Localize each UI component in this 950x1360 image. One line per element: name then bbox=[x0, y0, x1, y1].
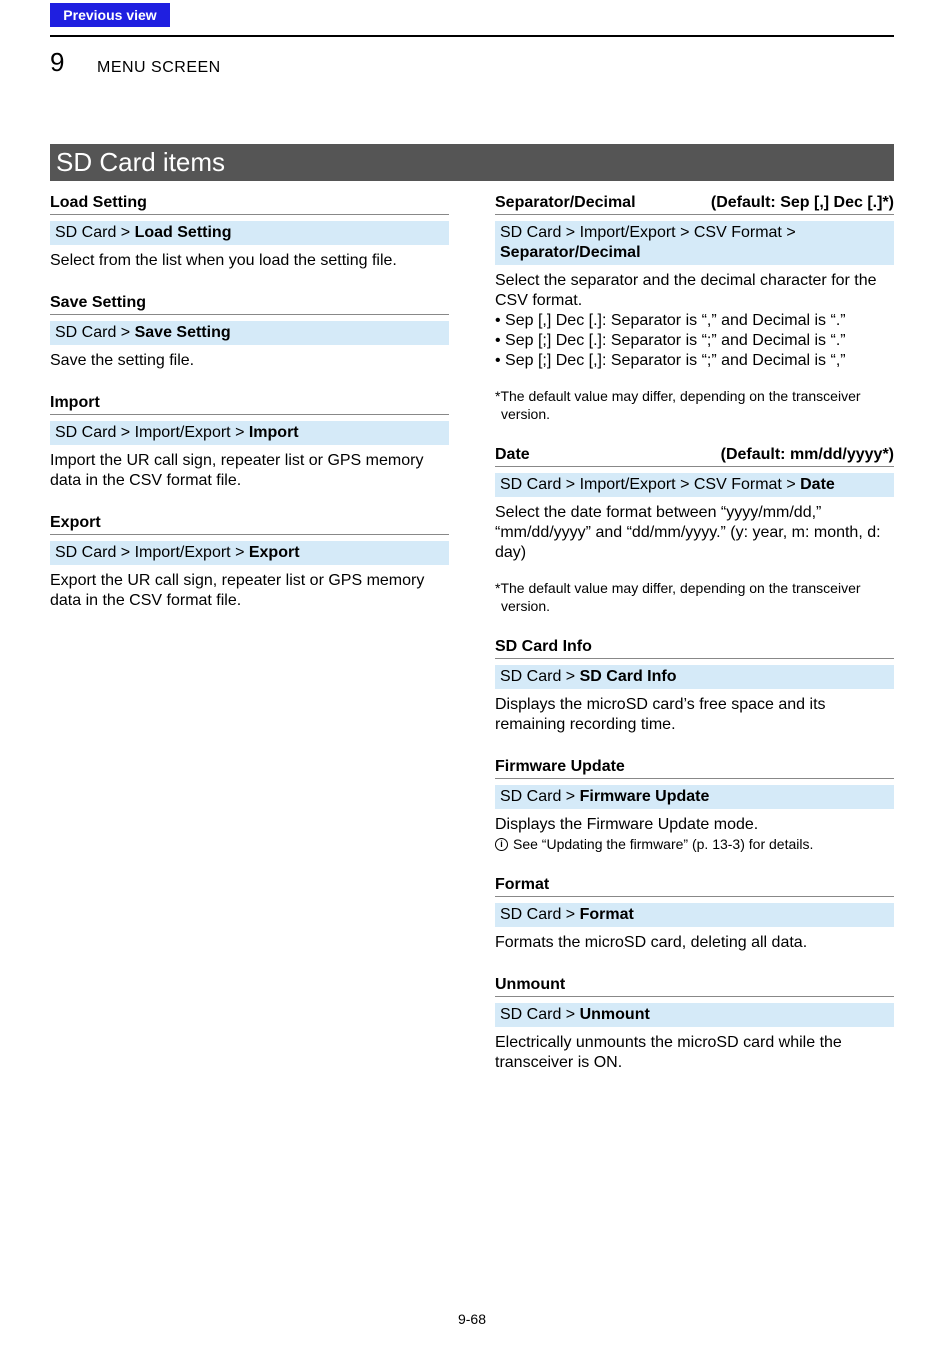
section-title: SD Card items bbox=[50, 144, 894, 181]
item-title: Export bbox=[50, 513, 449, 535]
header-rule bbox=[50, 35, 894, 37]
menu-path: SD Card > Save Setting bbox=[50, 321, 449, 345]
right-column bbox=[495, 193, 894, 1095]
page-number: 9-68 bbox=[457, 1311, 487, 1327]
item-description: Import the UR call sign, repeater list or GPS memory data in the CSV format file. bbox=[50, 452, 424, 489]
item-description: Displays the Firmware Update mode. bbox=[495, 816, 759, 833]
default-value: (Default: mm/dd/yyyy*) bbox=[720, 446, 894, 463]
bullet-item: • Sep [;] Dec [,]: Separator is “;” and Decimal is “,” bbox=[495, 352, 846, 369]
menu-path: SD Card > Import/Export > Export bbox=[50, 541, 449, 565]
tip-note: i See “Updating the firmware” (p. 13-3) for details. bbox=[495, 835, 894, 853]
item-date bbox=[495, 445, 894, 615]
item-description: Displays the microSD card’s free space and its remaining recording time. bbox=[495, 696, 826, 733]
chapter-title: MENU SCREEN bbox=[97, 59, 221, 76]
item-export bbox=[50, 513, 449, 611]
bullet-item: • Sep [;] Dec [.]: Separator is “;” and Decimal is “.” bbox=[495, 332, 846, 349]
item-sd-card-info bbox=[495, 637, 894, 735]
item-description: Select the date format between “yyyy/mm/dd,” “mm/dd/yyyy” and “dd/mm/yyyy.” (y: year, m: month, d: day) bbox=[495, 504, 881, 561]
item-title: Date (Default: mm/dd/yyyy*) bbox=[495, 445, 894, 467]
menu-path: SD Card > SD Card Info bbox=[495, 665, 894, 689]
item-import bbox=[50, 393, 449, 491]
item-unmount bbox=[495, 975, 894, 1073]
menu-path: SD Card > Firmware Update bbox=[495, 785, 894, 809]
left-column bbox=[50, 193, 449, 633]
default-value: (Default: Sep [,] Dec [.]*) bbox=[710, 194, 894, 211]
footnote: *The default value may differ, depending on the transceiver version. bbox=[495, 580, 861, 614]
item-separator-decimal bbox=[495, 193, 894, 423]
item-title: Firmware Update bbox=[495, 757, 894, 779]
item-title: Separator/Decimal (Default: Sep [,] Dec [.]*) bbox=[495, 193, 894, 215]
item-description: Electrically unmounts the microSD card while the transceiver is ON. bbox=[495, 1034, 842, 1071]
item-description: Formats the microSD card, deleting all data. bbox=[495, 934, 808, 951]
menu-path: SD Card > Import/Export > Import bbox=[50, 421, 449, 445]
item-title: SD Card Info bbox=[495, 637, 894, 659]
menu-path: SD Card > Load Setting bbox=[50, 221, 449, 245]
item-title: Import bbox=[50, 393, 449, 415]
item-title: Unmount bbox=[495, 975, 894, 997]
item-save-setting bbox=[50, 293, 449, 371]
info-icon: i bbox=[495, 838, 508, 851]
item-load-setting bbox=[50, 193, 449, 271]
chapter-number: 9 bbox=[50, 47, 65, 77]
item-title: Load Setting bbox=[50, 193, 449, 215]
menu-path: SD Card > Unmount bbox=[495, 1003, 894, 1027]
bullet-list bbox=[495, 311, 894, 371]
item-description: Select from the list when you load the setting file. bbox=[50, 252, 397, 269]
item-firmware-update bbox=[495, 757, 894, 853]
item-title: Format bbox=[495, 875, 894, 897]
item-description: Select the separator and the decimal character for the CSV format. bbox=[495, 272, 877, 309]
item-format bbox=[495, 875, 894, 953]
item-title: Save Setting bbox=[50, 293, 449, 315]
menu-path: SD Card > Import/Export > CSV Format > Date bbox=[495, 473, 894, 497]
menu-path: SD Card > Import/Export > CSV Format > Separator/Decimal bbox=[495, 221, 894, 265]
menu-path: SD Card > Format bbox=[495, 903, 894, 927]
footnote: *The default value may differ, depending on the transceiver version. bbox=[495, 388, 861, 422]
bullet-item: • Sep [,] Dec [.]: Separator is “,” and Decimal is “.” bbox=[495, 312, 846, 329]
item-description: Save the setting file. bbox=[50, 352, 195, 369]
previous-view-button[interactable]: Previous view bbox=[50, 3, 170, 27]
item-description: Export the UR call sign, repeater list or GPS memory data in the CSV format file. bbox=[50, 572, 425, 609]
